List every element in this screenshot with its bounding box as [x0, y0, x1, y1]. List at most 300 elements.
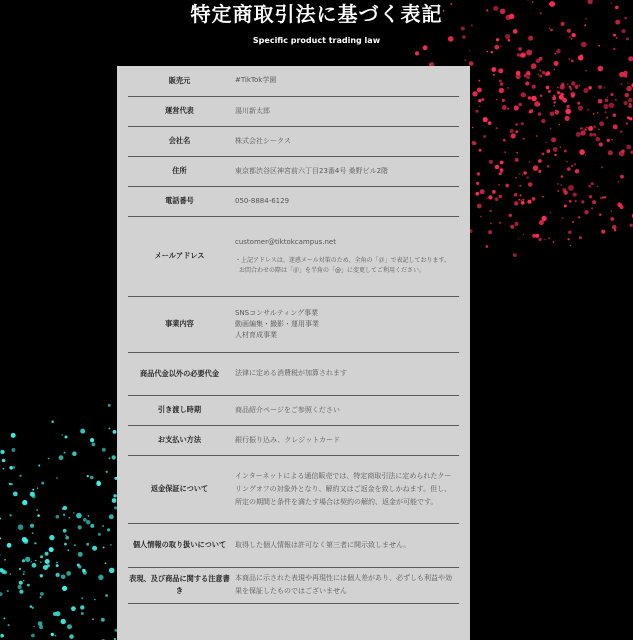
particle-dot — [491, 67, 496, 72]
particle-dot — [24, 538, 28, 542]
particle-dot — [22, 559, 25, 562]
particle-dot — [113, 430, 117, 434]
particle-dot — [505, 184, 509, 188]
particle-dot — [23, 573, 25, 575]
table-row — [128, 156, 459, 186]
particle-dot — [61, 434, 63, 436]
particle-dot — [547, 149, 551, 153]
particle-dot — [593, 125, 596, 128]
particle-dot — [596, 137, 601, 142]
row-label-company: 会社名 — [128, 126, 231, 156]
particle-dot — [553, 95, 555, 97]
table-row — [128, 296, 459, 352]
row-value-disclaimer: 本商品に示された表現や再現性には個人差があり、必ずしも利益や効果を保証したものではございません — [231, 567, 459, 603]
particle-dot — [591, 207, 593, 209]
row-label-phone: 電話番号 — [128, 186, 231, 216]
particle-dot — [515, 123, 518, 126]
particle-dot — [19, 581, 23, 585]
particle-dot — [628, 98, 633, 103]
page-title: 特定商取引法に基づく表記 — [190, 2, 443, 26]
particle-dot — [521, 201, 525, 205]
particle-dot — [611, 139, 613, 141]
particle-dot — [539, 70, 541, 72]
particle-dot — [522, 199, 524, 201]
row-value-payment: 銀行振り込み、クレジットカード — [231, 425, 459, 455]
particle-dot — [553, 105, 554, 106]
particle-dot — [109, 568, 115, 574]
particle-dot — [500, 161, 504, 165]
particle-dot — [19, 590, 23, 594]
particle-dot — [592, 200, 596, 204]
particle-dot — [611, 210, 612, 211]
particle-dot — [92, 618, 94, 620]
particle-dot — [599, 214, 601, 216]
particle-dot — [83, 518, 87, 522]
particle-dot — [605, 99, 609, 103]
particle-dot — [559, 124, 560, 125]
particle-dot — [579, 149, 585, 155]
row-value-seller: #TikTok学園 — [231, 66, 459, 96]
particle-dot — [516, 152, 518, 154]
row-label-address: 住所 — [128, 156, 231, 186]
particle-dot — [531, 68, 532, 69]
particle-dot — [40, 592, 44, 596]
particle-dot — [628, 56, 633, 61]
particle-dot — [495, 197, 499, 201]
particle-dot — [568, 58, 570, 60]
particle-dot — [521, 92, 526, 97]
particle-dot — [610, 93, 613, 96]
particle-dot — [554, 154, 556, 156]
particle-dot — [469, 50, 470, 51]
particle-dot — [487, 51, 489, 53]
particle-dot — [72, 451, 77, 456]
particle-dot — [498, 184, 500, 186]
particle-dot — [598, 66, 604, 72]
particle-dot — [545, 142, 546, 143]
particle-dot — [0, 634, 4, 638]
particle-dot — [617, 202, 622, 207]
particle-dot — [583, 88, 588, 93]
particle-dot — [564, 205, 567, 208]
particle-dot — [557, 91, 561, 95]
particle-dot — [31, 634, 35, 638]
particle-dot — [7, 543, 12, 548]
particle-dot — [90, 476, 94, 480]
particle-dot — [515, 130, 518, 133]
particle-dot — [30, 524, 34, 528]
particle-dot — [504, 151, 506, 153]
particle-dot — [554, 69, 555, 70]
particle-dot — [630, 224, 633, 227]
business-item: SNSコンサルティング事業 — [235, 308, 319, 317]
particle-dot — [488, 195, 492, 199]
particle-dot — [525, 81, 529, 85]
particle-dot — [109, 457, 111, 459]
particle-dot — [560, 146, 561, 147]
particle-dot — [479, 149, 482, 152]
table-row — [128, 455, 459, 523]
particle-dot — [36, 509, 38, 511]
particle-dot — [465, 59, 467, 61]
particle-dot — [539, 220, 544, 225]
particle-dot — [51, 633, 54, 636]
row-value-company: 株式会社シークス — [231, 126, 459, 156]
particle-dot — [56, 477, 58, 479]
particle-dot — [40, 561, 42, 563]
particle-dot — [67, 624, 72, 629]
particle-dot — [566, 105, 569, 108]
particle-dot — [584, 210, 588, 214]
row-label-disclaimer: 表現、及び商品に関する注意書き — [128, 567, 231, 603]
particle-dot — [560, 93, 563, 96]
particle-dot — [9, 466, 13, 470]
particle-dot — [580, 127, 583, 130]
particle-dot — [480, 189, 485, 194]
particle-dot — [605, 111, 607, 113]
particle-dot — [88, 515, 90, 517]
particle-dot — [56, 515, 60, 519]
particle-dot — [43, 565, 48, 570]
particle-dot — [514, 201, 518, 205]
particle-dot — [509, 214, 512, 217]
particle-dot — [18, 524, 24, 530]
particle-dot — [507, 108, 509, 110]
particle-dot — [565, 109, 571, 115]
particle-dot — [67, 549, 69, 551]
particle-dot — [476, 182, 479, 185]
particle-dot — [522, 174, 523, 175]
particle-dot — [96, 481, 101, 486]
particle-dot — [613, 48, 615, 50]
particle-dot — [510, 225, 514, 229]
particle-dot — [589, 133, 593, 137]
particle-dot — [610, 217, 614, 221]
particle-dot — [499, 88, 504, 93]
particle-dot — [538, 159, 542, 163]
particle-dot — [500, 82, 504, 86]
row-label-email: メールアドレス — [128, 216, 231, 296]
particle-dot — [542, 153, 545, 156]
particle-dot — [109, 514, 114, 519]
particle-dot — [551, 137, 556, 142]
particle-dot — [503, 139, 506, 142]
particle-dot — [86, 543, 89, 546]
particle-dot — [11, 448, 15, 452]
row-value-extra-fees: 法律に定める消費税が加算されます — [231, 352, 459, 395]
particle-dot — [2, 459, 6, 463]
particle-dot — [599, 121, 604, 126]
particle-dot — [548, 237, 550, 239]
row-label-representative: 運営代表 — [128, 96, 231, 126]
particle-dot — [501, 171, 503, 173]
particle-dot — [557, 90, 558, 91]
particle-dot — [78, 565, 82, 569]
particle-dot — [575, 200, 577, 202]
row-label-privacy: 個人情報の取り扱いについて — [128, 523, 231, 567]
particle-dot — [19, 475, 21, 477]
particle-dot — [483, 135, 486, 138]
particle-dot — [603, 87, 605, 89]
particle-dot — [32, 563, 37, 568]
table-row — [128, 66, 459, 96]
particle-dot — [495, 165, 500, 170]
particle-dot — [623, 71, 628, 76]
particle-dot — [546, 71, 550, 75]
particle-dot — [560, 85, 565, 90]
particle-dot — [106, 471, 108, 473]
particle-dot — [61, 575, 66, 580]
particle-dot — [565, 116, 570, 121]
particle-dot — [32, 489, 34, 491]
table-row — [128, 216, 459, 296]
particle-dot — [531, 96, 537, 102]
particle-dot — [38, 465, 40, 467]
particle-dot — [554, 101, 556, 103]
particle-dot — [521, 122, 524, 125]
particle-dot — [602, 196, 604, 198]
particle-dot — [569, 200, 572, 203]
particle-dot — [491, 51, 494, 54]
particle-dot — [3, 617, 5, 619]
row-label-refund: 返金保証について — [128, 455, 231, 523]
particle-dot — [523, 234, 524, 235]
particle-dot — [591, 182, 594, 185]
particle-dot — [612, 225, 617, 230]
particle-dot — [574, 85, 578, 89]
particle-dot — [552, 96, 556, 100]
row-value-refund: インターネットによる通信販売では、特定商取引法に定められたクーリングオフの対象外となり、解約又はご返金を致しかねます。但し、所定の期間と条件を満たす場合は契約の解約、返金が可能です。 — [231, 455, 459, 523]
particle-dot — [51, 420, 54, 423]
legal-info-table — [128, 66, 459, 604]
particle-dot — [7, 590, 9, 592]
particle-dot — [477, 204, 482, 209]
particle-dot — [502, 105, 507, 110]
particle-dot — [78, 525, 82, 529]
legal-info-panel — [117, 66, 470, 640]
particle-dot — [586, 127, 588, 129]
particle-dot — [550, 128, 552, 130]
particle-dot — [538, 170, 541, 173]
particle-dot — [76, 513, 82, 519]
particle-dot — [524, 74, 528, 78]
particle-dot — [548, 91, 550, 93]
particle-dot — [574, 163, 576, 165]
particle-dot — [576, 132, 581, 137]
particle-dot — [490, 223, 491, 224]
particle-dot — [571, 92, 576, 97]
particle-dot — [539, 104, 541, 106]
particle-dot — [0, 450, 4, 454]
particle-dot — [488, 230, 492, 234]
particle-dot — [63, 529, 67, 533]
particle-dot — [521, 200, 523, 202]
particle-dot — [541, 119, 545, 123]
particle-dot — [554, 61, 559, 66]
particle-dot — [626, 145, 631, 150]
particle-dot — [415, 51, 419, 55]
particle-dot — [564, 191, 568, 195]
particle-dot — [27, 584, 30, 587]
email-note: ・上記アドレスは、迷惑メール対策のため、全角の「＠」で表記しております。 — [235, 256, 450, 264]
row-value-privacy: 取得した個人情報は許可なく第三者に開示致しません。 — [231, 523, 459, 567]
particle-dot — [519, 173, 521, 175]
particle-dot — [81, 597, 83, 599]
particle-dot — [620, 131, 622, 133]
table-row — [128, 96, 459, 126]
particle-dot — [547, 165, 550, 168]
particle-dot — [544, 239, 545, 240]
particle-dot — [571, 81, 575, 85]
particle-dot — [62, 586, 67, 591]
particle-dot — [601, 230, 605, 234]
particle-dot — [577, 102, 580, 105]
particle-dot — [557, 183, 559, 185]
particle-dot — [529, 161, 531, 163]
particle-dot — [477, 172, 481, 176]
particle-dot — [90, 524, 94, 528]
table-row — [128, 395, 459, 425]
particle-dot — [533, 165, 539, 171]
particle-dot — [556, 49, 561, 54]
particle-dot — [568, 231, 571, 234]
particle-dot — [481, 98, 484, 101]
row-label-seller: 販売元 — [128, 66, 231, 96]
particle-dot — [489, 160, 493, 164]
particle-dot — [0, 518, 1, 520]
particle-dot — [30, 492, 35, 497]
particle-dot — [98, 533, 101, 536]
particle-dot — [45, 552, 49, 556]
particle-dot — [32, 532, 34, 534]
particle-dot — [71, 606, 76, 611]
particle-dot — [560, 184, 562, 186]
particle-dot — [86, 520, 90, 524]
particle-dot — [568, 185, 574, 191]
particle-dot — [80, 605, 84, 609]
particle-dot — [624, 101, 628, 105]
particle-dot — [573, 193, 577, 197]
particle-dot — [23, 580, 24, 581]
particle-dot — [490, 210, 492, 212]
particle-dot — [627, 116, 630, 119]
particle-dot — [518, 238, 519, 239]
particle-dot — [13, 492, 18, 497]
business-item: 人材育成事業 — [235, 330, 277, 339]
particle-dot — [571, 165, 573, 167]
particle-dot — [519, 185, 521, 187]
particle-dot — [500, 168, 504, 172]
particle-dot — [557, 87, 559, 89]
particle-dot — [502, 99, 505, 102]
particle-dot — [62, 507, 65, 510]
particle-dot — [478, 80, 480, 82]
particle-dot — [80, 429, 85, 434]
particle-dot — [621, 149, 625, 153]
particle-dot — [476, 110, 479, 113]
particle-dot — [536, 59, 540, 63]
particle-dot — [110, 544, 112, 546]
particle-dot — [63, 514, 65, 516]
particle-dot — [540, 94, 543, 97]
particle-dot — [493, 74, 495, 76]
particle-dot — [22, 500, 27, 505]
particle-dot — [566, 161, 568, 163]
particle-dot — [82, 569, 86, 573]
particle-dot — [550, 112, 555, 117]
particle-dot — [64, 543, 67, 546]
particle-dot — [523, 171, 526, 174]
particle-dot — [98, 575, 103, 580]
particle-dot — [609, 103, 615, 109]
particle-dot — [538, 238, 541, 241]
particle-dot — [9, 514, 11, 516]
particle-dot — [483, 117, 488, 122]
particle-dot — [539, 74, 542, 77]
particle-dot — [570, 245, 571, 246]
particle-dot — [1, 569, 6, 574]
particle-dot — [597, 112, 599, 114]
particle-dot — [546, 86, 550, 90]
row-value-delivery: 商品紹介ページをご参照ください — [231, 395, 459, 425]
particle-dot — [585, 154, 586, 155]
table-row — [128, 567, 459, 603]
particle-dot — [598, 129, 600, 131]
particle-dot — [3, 468, 5, 470]
particle-dot — [107, 528, 110, 531]
particle-dot — [488, 121, 492, 125]
particle-dot — [478, 99, 481, 102]
particle-dot — [474, 143, 476, 145]
table-row — [128, 186, 459, 216]
particle-dot — [48, 458, 50, 460]
particle-dot — [538, 112, 542, 116]
particle-dot — [526, 50, 532, 56]
particle-dot — [529, 111, 532, 114]
particle-dot — [607, 139, 610, 142]
particle-dot — [33, 626, 35, 628]
particle-dot — [607, 97, 608, 98]
row-value-address: 東京都渋谷区神宮前六丁目23番4号 桑野ビル2階 — [231, 156, 459, 186]
particle-dot — [40, 596, 42, 598]
particle-dot — [522, 138, 524, 140]
email-note-2: お問合わせの際は「＠」を半角の「@」に変更してご利用ください。 — [239, 266, 426, 274]
particle-dot — [496, 127, 498, 129]
particle-dot — [527, 176, 529, 178]
particle-dot — [542, 196, 544, 198]
particle-dot — [625, 93, 630, 98]
particle-dot — [626, 122, 628, 124]
particle-dot — [588, 126, 593, 131]
particle-dot — [40, 555, 43, 558]
particle-dot — [41, 482, 44, 485]
particle-dot — [518, 47, 521, 50]
particle-dot — [485, 245, 488, 248]
particle-dot — [598, 85, 602, 89]
page-subtitle: Specific product trading law — [252, 36, 381, 45]
particle-dot — [105, 594, 108, 597]
particle-dot — [517, 53, 520, 56]
particle-dot — [608, 150, 613, 155]
particle-dot — [45, 559, 50, 564]
particle-dot — [562, 98, 567, 103]
table-row — [128, 523, 459, 567]
particle-dot — [94, 599, 95, 600]
particle-dot — [64, 452, 66, 454]
particle-dot — [550, 29, 553, 32]
particle-dot — [575, 169, 579, 173]
particle-dot — [4, 559, 6, 561]
